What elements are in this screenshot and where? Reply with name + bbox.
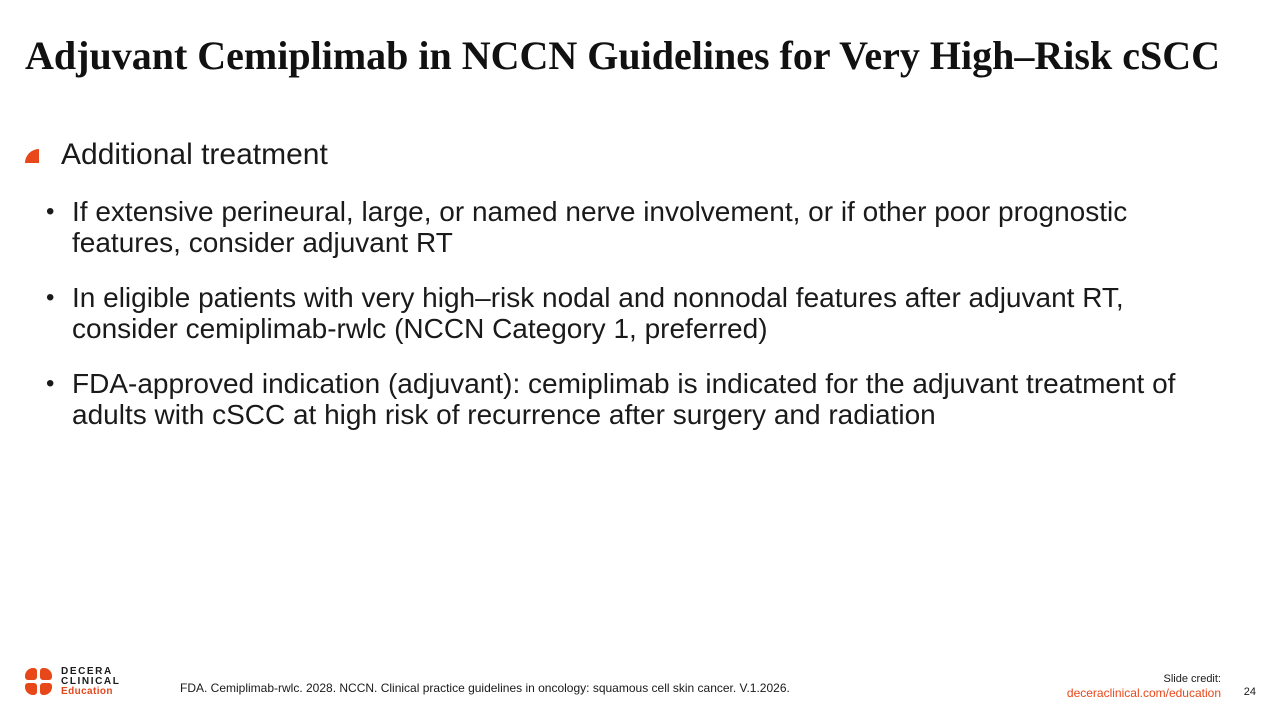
page-number: 24 (1243, 686, 1256, 698)
logo-line-clinical: CLINICAL (61, 676, 121, 687)
slide-credit-link[interactable]: deceraclinical.com/education (1066, 686, 1221, 700)
bullet-dot-icon: • (46, 370, 55, 397)
logo-line-education: Education (61, 686, 113, 697)
bullet-text: If extensive perineural, large, or named nerve involvement, or if other poor prognostic features, consider adjuvant RT (72, 196, 1128, 258)
section-marker-icon (25, 149, 39, 163)
bullet-dot-icon: • (46, 284, 55, 311)
bullet-list (46, 196, 1236, 454)
decera-logo (25, 667, 120, 697)
bullet-item (46, 196, 1236, 258)
slide-credit (1067, 672, 1221, 700)
slide-title: Adjuvant Cemiplimab in NCCN Guidelines for Very High–Risk cSCC (25, 33, 1220, 78)
bullet-dot-icon: • (46, 198, 55, 225)
decera-logo-icon (25, 668, 53, 696)
bullet-text: In eligible patients with very high–risk nodal and nonnodal features after adjuvant RT, consider cemiplimab-rwlc (NCCN Category 1, preferred) (72, 282, 1124, 344)
logo-line-decera: DECERA (61, 666, 113, 677)
references: FDA. Cemiplimab-rwlc. 2028. NCCN. Clinical practice guidelines in oncology: squamous cell skin cancer. V.1.2026. (180, 681, 790, 695)
bullet-text: FDA-approved indication (adjuvant): cemiplimab is indicated for the adjuvant treatment of adults with cSCC at high risk of recurrence after surgery and radiation (72, 368, 1176, 430)
section-heading (25, 137, 328, 173)
slide-credit-label: Slide credit: (1163, 673, 1221, 685)
bullet-item (46, 368, 1236, 430)
bullet-item (46, 282, 1236, 344)
section-heading-label: Additional treatment (61, 138, 328, 171)
logo-wordmark (61, 667, 120, 697)
